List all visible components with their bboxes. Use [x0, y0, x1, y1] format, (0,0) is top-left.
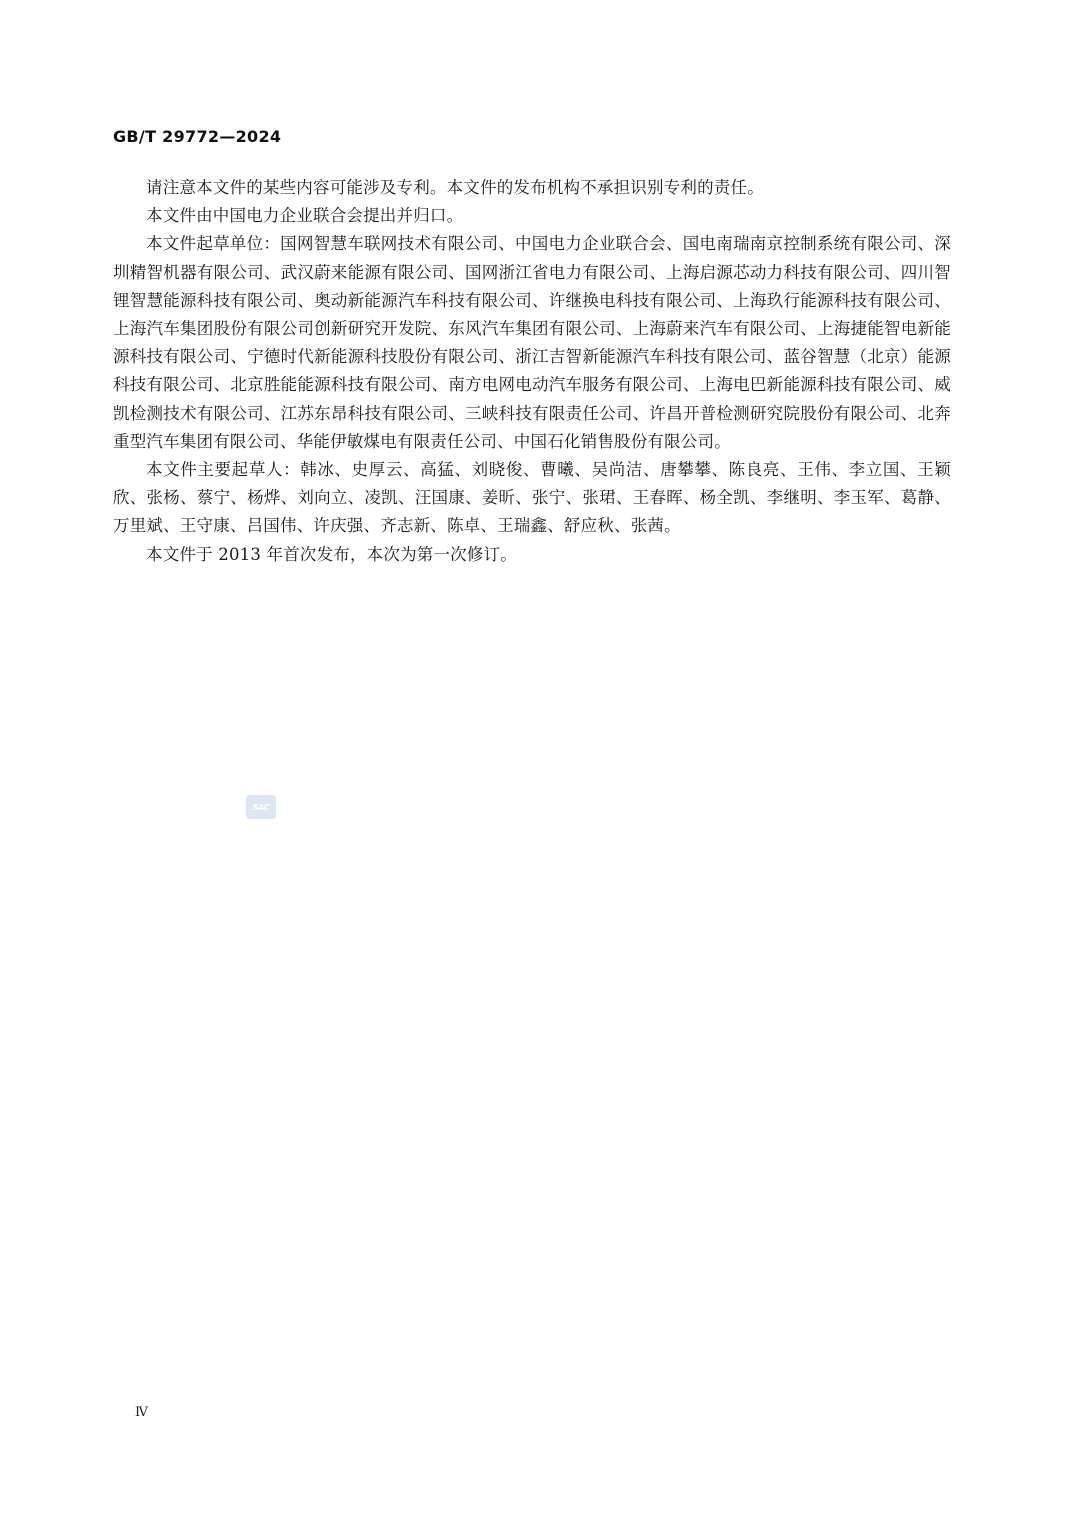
document-body	[113, 174, 951, 569]
standard-code: GB/T 29772—2024	[113, 127, 282, 146]
paragraph-drafters: 本文件主要起草人：韩冰、史厚云、高猛、刘晓俊、曹曦、吴尚洁、唐攀攀、陈良亮、王伟、李立国、王颖欣、张杨、蔡宁、杨烨、刘向立、凌凯、汪国康、姜昕、张宁、张珺、王春晖、杨全凯、李继明、李玉军、葛静、万里斌、王守康、吕国伟、许庆强、齐志新、陈卓、王瑞鑫、舒应秋、张茜。	[113, 460, 951, 536]
page-number: Ⅳ	[135, 1405, 148, 1420]
sac-watermark-logo: SAC	[246, 795, 276, 819]
paragraph-patent-notice: 请注意本文件的某些内容可能涉及专利。本文件的发布机构不承担识别专利的责任。	[146, 178, 764, 197]
paragraph-revision-history: 本文件于 2013 年首次发布，本次为第一次修订。	[146, 544, 517, 564]
paragraph-proposer: 本文件由中国电力企业联合会提出并归口。	[146, 206, 464, 226]
paragraph-drafting-units: 本文件起草单位：国网智慧车联网技术有限公司、中国电力企业联合会、国电南瑞南京控制系统有限公司、深圳精智机器有限公司、武汉蔚来能源有限公司、国网浙江省电力有限公司、上海启源芯动力科技有限公司、四川智锂智慧能源科技有限公司、奥动新能源汽车科技有限公司、许继换电科技有限公司、上海玖行能源科技有限公司、上海汽车集团股份有限公司创新研究开发院、东风汽车集团有限公司、上海蔚来汽车有限公司、上海捷能智电新能源科技有限公司、宁德时代新能源科技股份有限公司、浙江吉智新能源汽车科技有限公司、蓝谷智慧（北京）能源科技有限公司、北京胜能能源科技有限公司、南方电网电动汽车服务有限公司、上海电巴新能源科技有限公司、威凯检测技术有限公司、江苏东昂科技有限公司、三峡科技有限责任公司、许昌开普检测研究院股份有限公司、北奔重型汽车集团有限公司、华能伊敏煤电有限责任公司、中国石化销售股份有限公司。	[113, 234, 951, 451]
